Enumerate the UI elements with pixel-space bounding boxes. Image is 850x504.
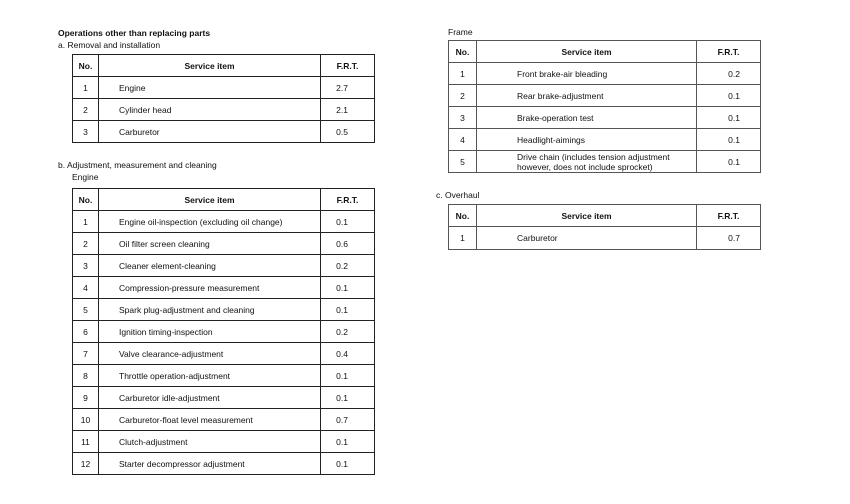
table-row bbox=[73, 409, 375, 431]
service-item: Starter decompressor adjustment bbox=[99, 453, 321, 475]
main-title: Operations other than replacing parts bbox=[58, 28, 211, 38]
row-number: 6 bbox=[73, 321, 99, 343]
frt-value: 0.2 bbox=[321, 321, 375, 343]
table-row bbox=[73, 77, 375, 99]
service-item: Throttle operation-adjustment bbox=[99, 365, 321, 387]
row-number: 10 bbox=[73, 409, 99, 431]
frt-value: 0.1 bbox=[321, 387, 375, 409]
table-row bbox=[449, 129, 761, 151]
table-row bbox=[73, 121, 375, 143]
frt-value: 2.1 bbox=[321, 99, 375, 121]
table-row bbox=[73, 321, 375, 343]
row-number: 2 bbox=[449, 85, 477, 107]
row-number: 1 bbox=[73, 211, 99, 233]
service-item: Spark plug-adjustment and cleaning bbox=[99, 299, 321, 321]
service-item: Carburetor idle-adjustment bbox=[99, 387, 321, 409]
frt-value: 0.7 bbox=[321, 409, 375, 431]
service-item: Cleaner element-cleaning bbox=[99, 255, 321, 277]
table-row bbox=[73, 387, 375, 409]
column-header-frt: F.R.T. bbox=[321, 55, 375, 77]
service-item: Clutch-adjustment bbox=[99, 431, 321, 453]
service-item: Compression-pressure measurement bbox=[99, 277, 321, 299]
table-header-row bbox=[73, 189, 375, 211]
service-item: Drive chain (includes tension adjustment however, does not include sprocket) bbox=[477, 151, 697, 173]
service-item: Engine bbox=[99, 77, 321, 99]
table-row bbox=[73, 365, 375, 387]
row-number: 7 bbox=[73, 343, 99, 365]
frt-value: 0.1 bbox=[697, 85, 761, 107]
table-row bbox=[73, 211, 375, 233]
table-row bbox=[73, 299, 375, 321]
table-row bbox=[73, 431, 375, 453]
frt-value: 0.1 bbox=[697, 107, 761, 129]
column-header-no: No. bbox=[449, 41, 477, 63]
row-number: 11 bbox=[73, 431, 99, 453]
frt-value: 0.7 bbox=[697, 227, 761, 250]
table-row bbox=[449, 85, 761, 107]
adjustment-engine-table bbox=[72, 188, 375, 475]
row-number: 1 bbox=[449, 63, 477, 85]
row-number: 9 bbox=[73, 387, 99, 409]
frt-value: 2.7 bbox=[321, 77, 375, 99]
table-header-row bbox=[73, 55, 375, 77]
table-row bbox=[73, 99, 375, 121]
frt-value: 0.1 bbox=[697, 151, 761, 173]
table-header-row bbox=[449, 41, 761, 63]
service-item: Cylinder head bbox=[99, 99, 321, 121]
frt-value: 0.1 bbox=[321, 365, 375, 387]
table-row bbox=[73, 255, 375, 277]
table-row bbox=[449, 63, 761, 85]
frame-title: Frame bbox=[448, 27, 473, 37]
frt-value: 0.1 bbox=[321, 299, 375, 321]
service-item: Rear brake-adjustment bbox=[477, 85, 697, 107]
column-header-service-item: Service item bbox=[99, 55, 321, 77]
frt-value: 0.1 bbox=[321, 453, 375, 475]
removal-installation-table bbox=[72, 54, 375, 143]
service-item: Brake-operation test bbox=[477, 107, 697, 129]
frt-value: 0.1 bbox=[321, 211, 375, 233]
service-item: Oil filter screen cleaning bbox=[99, 233, 321, 255]
service-item: Engine oil-inspection (excluding oil change) bbox=[99, 211, 321, 233]
column-header-no: No. bbox=[73, 55, 99, 77]
column-header-service-item: Service item bbox=[477, 205, 697, 227]
frt-value: 0.6 bbox=[321, 233, 375, 255]
frt-value: 0.4 bbox=[321, 343, 375, 365]
table-row bbox=[449, 227, 761, 250]
row-number: 3 bbox=[449, 107, 477, 129]
frt-value: 0.1 bbox=[697, 129, 761, 151]
frt-value: 0.1 bbox=[321, 277, 375, 299]
row-number: 8 bbox=[73, 365, 99, 387]
service-item: Front brake-air bleading bbox=[477, 63, 697, 85]
row-number: 1 bbox=[73, 77, 99, 99]
table-header-row bbox=[449, 205, 761, 227]
service-item: Valve clearance-adjustment bbox=[99, 343, 321, 365]
service-item: Carburetor bbox=[477, 227, 697, 250]
column-header-service-item: Service item bbox=[99, 189, 321, 211]
frt-value: 0.1 bbox=[321, 431, 375, 453]
overhaul-table bbox=[448, 204, 761, 250]
column-header-frt: F.R.T. bbox=[321, 189, 375, 211]
row-number: 4 bbox=[449, 129, 477, 151]
frame-table bbox=[448, 40, 761, 173]
service-item: Carburetor bbox=[99, 121, 321, 143]
row-number: 2 bbox=[73, 99, 99, 121]
service-item: Ignition timing-inspection bbox=[99, 321, 321, 343]
row-number: 3 bbox=[73, 255, 99, 277]
section-a-title: a. Removal and installation bbox=[58, 40, 161, 50]
column-header-frt: F.R.T. bbox=[697, 205, 761, 227]
table-row bbox=[449, 151, 761, 173]
table-row bbox=[73, 277, 375, 299]
row-number: 5 bbox=[449, 151, 477, 173]
service-item: Carburetor-float level measurement bbox=[99, 409, 321, 431]
table-row bbox=[73, 453, 375, 475]
table-row bbox=[449, 107, 761, 129]
column-header-service-item: Service item bbox=[477, 41, 697, 63]
section-c-title: c. Overhaul bbox=[436, 190, 480, 200]
frt-value: 0.2 bbox=[321, 255, 375, 277]
row-number: 5 bbox=[73, 299, 99, 321]
row-number: 2 bbox=[73, 233, 99, 255]
frt-value: 0.5 bbox=[321, 121, 375, 143]
frt-value: 0.2 bbox=[697, 63, 761, 85]
column-header-no: No. bbox=[73, 189, 99, 211]
table-row bbox=[73, 343, 375, 365]
row-number: 12 bbox=[73, 453, 99, 475]
engine-subtitle: Engine bbox=[72, 172, 99, 182]
row-number: 3 bbox=[73, 121, 99, 143]
row-number: 4 bbox=[73, 277, 99, 299]
service-item: Headlight-aimings bbox=[477, 129, 697, 151]
row-number: 1 bbox=[449, 227, 477, 250]
column-header-no: No. bbox=[449, 205, 477, 227]
column-header-frt: F.R.T. bbox=[697, 41, 761, 63]
table-row bbox=[73, 233, 375, 255]
section-b-title: b. Adjustment, measurement and cleaning bbox=[58, 160, 217, 170]
